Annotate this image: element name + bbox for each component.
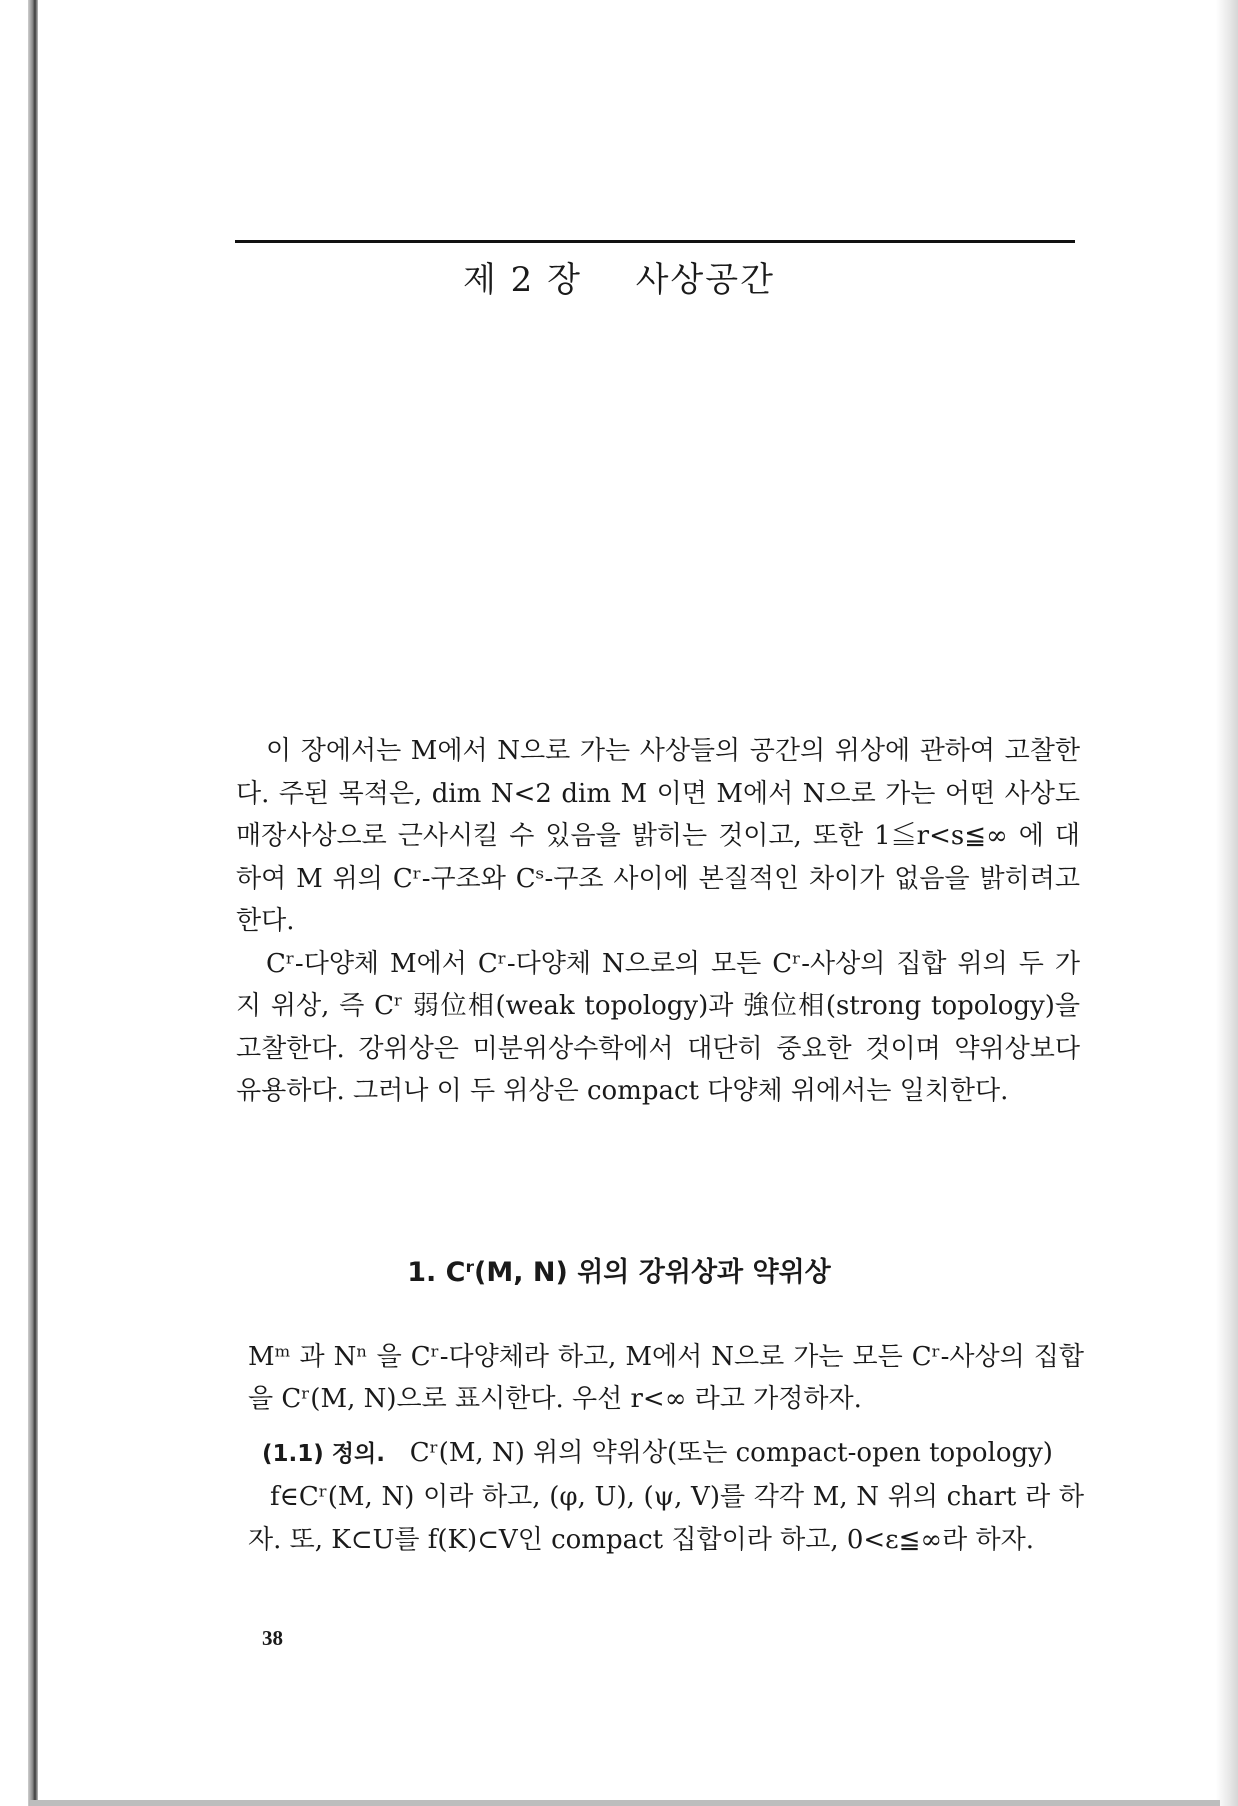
chapter-heading bbox=[0, 252, 1238, 301]
definition-title: Cʳ(M, N) 위의 약위상(또는 compact-open topology) bbox=[409, 1438, 1053, 1468]
definition-text: f∈Cʳ(M, N) 이라 하고, (φ, U), (ψ, V)를 각각 M, N 위의 chart 라 하자. 또, K⊂U를 f(K)⊂V인 compact 집합이라 하고, 0<ε≦∞라 하자. bbox=[248, 1482, 1084, 1555]
intro-text bbox=[236, 730, 1080, 1113]
definition-label: (1.1) 정의. bbox=[262, 1441, 385, 1467]
section-heading: 1. Cʳ(M, N) 위의 강위상과 약위상 bbox=[407, 1257, 831, 1288]
intro-paragraph-2: Cʳ-다양체 M에서 Cʳ-다양체 N으로의 모든 Cʳ-사상의 집합 위의 두 가지 위상, 즉 Cʳ 弱位相(weak topology)과 強位相(strong topology)을 고찰한다. 강위상은 미분위상수학에서 대단히 중요한 것이며 약위상보다 유용하다. 그러나 이 두 위상은 compact 다양체 위에서는 일치한다. bbox=[236, 948, 1080, 1106]
definition-block bbox=[248, 1432, 1084, 1562]
chapter-rule bbox=[235, 240, 1075, 243]
section-body: Mᵐ 과 Nⁿ 을 Cʳ-다양체라 하고, M에서 N으로 가는 모든 Cʳ-사상의 집합을 Cʳ(M, N)으로 표시한다. 우선 r<∞ 라고 가정하자. bbox=[248, 1342, 1084, 1414]
chapter-title: 사상공간 bbox=[635, 260, 775, 300]
intro-paragraph-1: 이 장에서는 M에서 N으로 가는 사상들의 공간의 위상에 관하여 고찰한다. 주된 목적은, dim N<2 dim M 이면 M에서 N으로 가는 어떤 사상도 매장사상으로 근사시킬 수 있음을 밝히는 것이고, 또한 1≦r<s≦∞ 에 대하여 M 위의 Cʳ-구조와 Cˢ-구조 사이에 본질적인 차이가 없음을 밝히려고 한다. bbox=[236, 736, 1080, 936]
page-bottom-edge bbox=[30, 1800, 1220, 1806]
page-number: 38 bbox=[262, 1626, 283, 1650]
chapter-label: 제 2 장 bbox=[463, 260, 582, 300]
